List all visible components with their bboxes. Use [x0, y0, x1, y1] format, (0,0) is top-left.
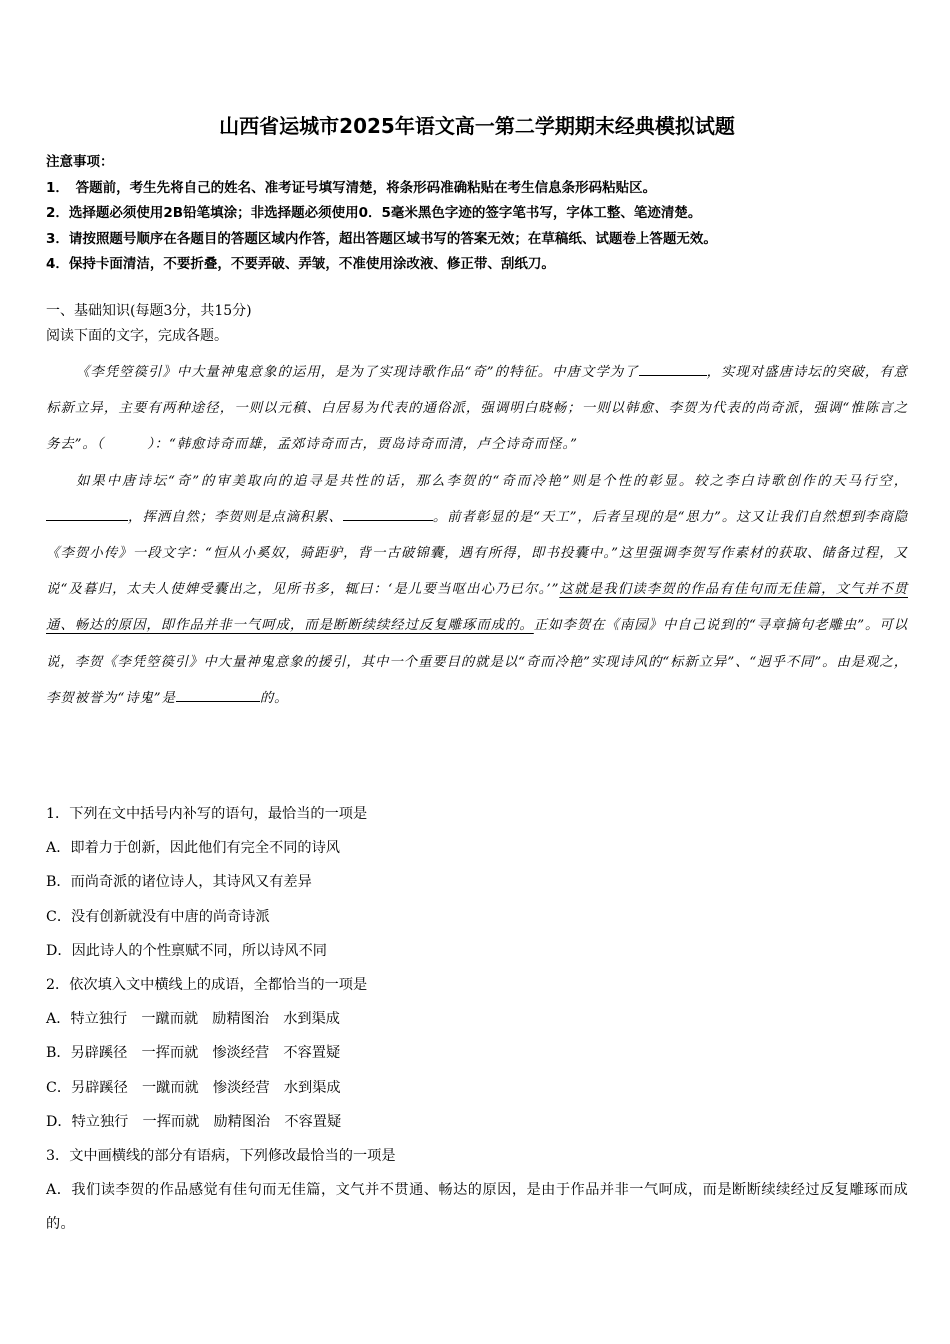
section-intro: 阅读下面的文字，完成各题。 — [46, 328, 228, 344]
passage-text: 的。 — [259, 690, 289, 706]
fill-blank-4 — [176, 685, 260, 702]
fill-blank-2 — [46, 504, 128, 521]
question-3-option: A．我们读李贺的作品感觉有佳句而无佳篇，文气并不贯通、畅达的原因，是由于作品并非一气呵成，而是断断续续经过反复雕琢而成的。 — [46, 1182, 908, 1233]
section-title: 一、基础知识(每题3分，共15分) — [46, 303, 252, 319]
question-1-stem: 1．下列在文中括号内补写的语句，最恰当的一项是 — [46, 806, 368, 822]
notes-item: 2．选择题必须使用2B铅笔填涂；非选择题必须使用0．5毫米黑色字迹的签字笔书写，字体工整、笔迹清楚。 — [46, 205, 702, 221]
fill-blank-3 — [343, 504, 433, 521]
passage-text: 。前者彰显的是“天工”，后者呈现的是“思力”。这又让我们自然想到李商隐《李贺小传》一段文字：“恒从小奚奴，骑距驴，背一古破锦囊，遇有所得，即书投囊中。”这里强调李贺写作素材的获取、储备过程，又说“及暮归，太夫人使婢受囊出之，见所书多，辄曰：‘是儿要当呕出心乃已尔。’” — [46, 509, 908, 598]
passage-text: ，挥洒自然；李贺则是点滴积累、 — [128, 509, 343, 525]
passage-paragraph-2 — [46, 464, 908, 717]
reading-passage — [46, 355, 908, 717]
question-3-stem: 3．文中画横线的部分有语病，下列修改最恰当的一项是 — [46, 1148, 396, 1165]
question-2-option: A．特立独行 一蹴而就 励精图治 水到渠成 — [46, 1011, 340, 1028]
question-1-option: B．而尚奇派的诸位诗人，其诗风又有差异 — [46, 874, 312, 891]
exam-title: 山西省运城市2025年语文高一第二学期期末经典模拟试题 — [219, 114, 735, 138]
passage-text: 如果中唐诗坛“奇”的审美取向的追寻是共性的话，那么李贺的“奇而冷艳”则是个性的彰显。较之李白诗歌创作的天马行空， — [76, 473, 908, 489]
question-1-option: A．即着力于创新，因此他们有完全不同的诗风 — [46, 840, 340, 857]
notes-block — [46, 150, 908, 278]
question-2-option: D．特立独行 一挥而就 励精图治 不容置疑 — [46, 1113, 342, 1130]
underlined-sentence: 这就是我们读李贺的作品有佳句而无佳篇，文气并不贯通、畅达的原因，即作品并非一气呵成，而是断断续续经过反复雕琢而成的。 — [46, 582, 908, 634]
questions-block — [46, 797, 908, 1242]
question-1-option: C．没有创新就没有中唐的尚奇诗派 — [46, 908, 270, 925]
notes-heading: 注意事项： — [46, 154, 114, 170]
notes-item: 1． 答题前，考生先将自己的姓名、准考证号填写清楚，将条形码准确粘贴在考生信息条形码粘贴区。 — [46, 179, 657, 196]
passage-text: 正如李贺在《南园》中自己说到的“寻章摘句老雕虫”。可以说，李贺《李凭箜篌引》中大量神鬼意象的援引，其中一个重要目的就是以“奇而冷艳”实现诗风的“标新立异”、“迥乎不同”。由是观之，李贺被誉为“诗鬼”是 — [46, 618, 908, 706]
notes-item: 4．保持卡面清洁，不要折叠，不要弄破、弄皱，不准使用涂改液、修正带、刮纸刀。 — [46, 256, 555, 272]
question-2-stem: 2．依次填入文中横线上的成语，全都恰当的一项是 — [46, 977, 368, 994]
passage-text: ，实现对盛唐诗坛的突破，有意标新立异，主要有两种途径，一则以元稹、白居易为代表的通俗派，强调明白晓畅；一则以韩愈、李贺为代表的尚奇派，强调“惟陈言之务去”。（ ）：“韩愈诗奇而雄，孟郊诗奇而古，贾岛诗奇而清，卢仝诗奇而怪。” — [46, 365, 908, 453]
notes-item: 3．请按照题号顺序在各题目的答题区域内作答，超出答题区域书写的答案无效；在草稿纸、试题卷上答题无效。 — [46, 230, 717, 247]
question-1-option: D．因此诗人的个性禀赋不同，所以诗风不同 — [46, 942, 327, 959]
question-2-option: C．另辟蹊径 一蹴而就 惨淡经营 水到渠成 — [46, 1079, 341, 1096]
fill-blank-1 — [639, 359, 707, 376]
question-2-option: B．另辟蹊径 一挥而就 惨淡经营 不容置疑 — [46, 1045, 341, 1062]
passage-text: 《李凭箜篌引》中大量神鬼意象的运用，是为了实现诗歌作品“奇”的特征。中唐文学为了 — [76, 365, 639, 380]
passage-paragraph-1 — [46, 355, 908, 464]
